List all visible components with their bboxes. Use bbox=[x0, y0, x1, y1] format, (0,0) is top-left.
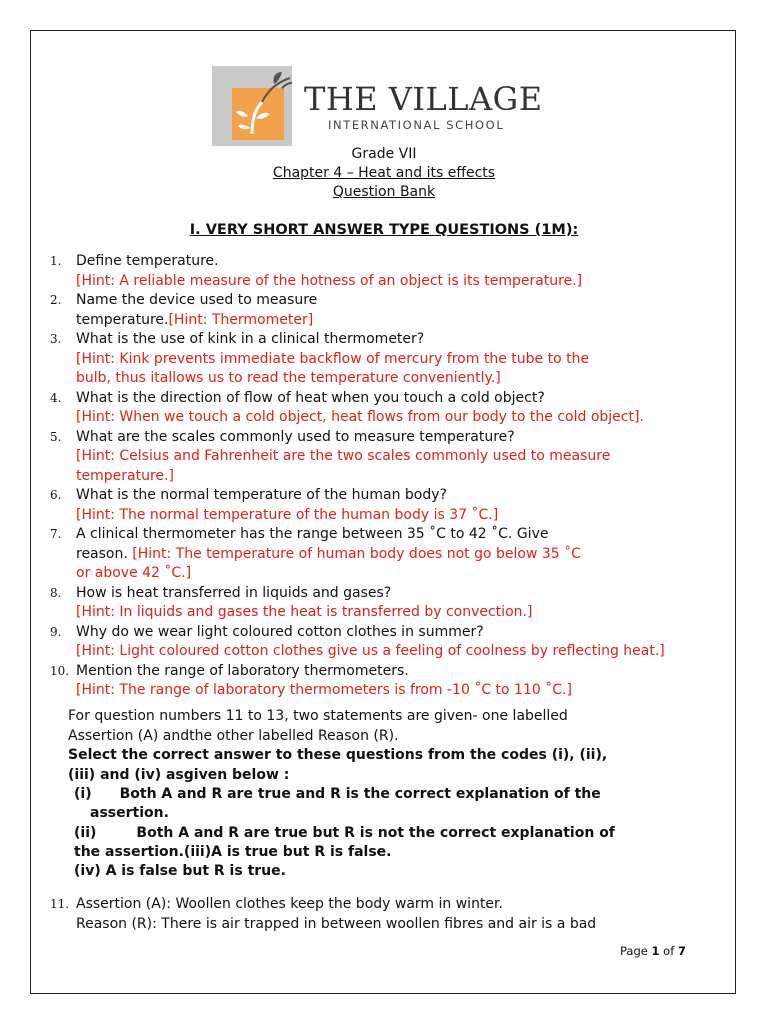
school-logo bbox=[212, 66, 543, 146]
hint-text: [Hint: Light coloured cotton clothes give us a feeling of coolness by reflecting heat.] bbox=[76, 643, 665, 659]
hint-text: [Hint: A reliable measure of the hotness of an object is its temperature.] bbox=[76, 272, 583, 289]
question-item: 5. What are the scales commonly used to measure temperature? [Hint: Celsius and Fahrenheit are the two scales commonly used to measure temperature.] bbox=[50, 428, 740, 487]
option-i: (i) Both A and R are true and R is the correct explanation of the bbox=[74, 786, 601, 802]
hint-text: [Hint: Kink prevents immediate backflow of mercury from the tube to the bbox=[76, 350, 590, 367]
section-title: I. VERY SHORT ANSWER TYPE QUESTIONS (1M): bbox=[189, 222, 579, 238]
hint-text: [Hint: The normal temperature of the human body is 37 ˚C.] bbox=[76, 506, 499, 523]
page-number: Page 1 of 7 bbox=[620, 944, 686, 958]
question-item: 9. Why do we wear light coloured cotton clothes in summer? [Hint: Light coloured cotton clothes give us a feeling of coolness by reflecting heat.] bbox=[50, 623, 740, 662]
hint-text: [Hint: The temperature of human body does not go below 35 ˚C bbox=[132, 545, 581, 562]
question-item: 8. How is heat transferred in liquids and gases? [Hint: In liquids and gases the heat is transferred by convection.] bbox=[50, 584, 740, 623]
question-item: 3. What is the use of kink in a clinical thermometer? [Hint: Kink prevents immediate backflow of mercury from the tube to the bulb, thus itallows us to read the temperature conveniently.] bbox=[50, 330, 740, 389]
hint-text: [Hint: In liquids and gases the heat is transferred by convection.] bbox=[76, 604, 533, 620]
question-item: 10. Mention the range of laboratory thermometers. [Hint: The range of laboratory thermometers is from -10 ˚C to 110 ˚C.] bbox=[50, 662, 740, 701]
chapter-title: Chapter 4 – Heat and its effects bbox=[272, 165, 496, 181]
instructions: For question numbers 11 to 13, two statements are given- one labelled Assertion (A) andthe other labelled Reason (R). Select the correct answer to these questions from the codes (i), (ii), (iii) and (iv) asgiven below : bbox=[68, 708, 608, 783]
hint-text: [Hint: When we touch a cold object, heat flows from our body to the cold object]. bbox=[76, 409, 644, 425]
question-item: 1. Define temperature. [Hint: A reliable measure of the hotness of an object is its temperature.] bbox=[50, 252, 740, 291]
question-item: 7. A clinical thermometer has the range between 35 ˚C to 42 ˚C. Give reason. [Hint: The temperature of human body does not go below 35 ˚C or above 42 ˚C.] bbox=[50, 525, 740, 584]
doc-type: Question Bank bbox=[332, 184, 436, 200]
hint-text: [Hint: Thermometer] bbox=[168, 311, 314, 328]
hint-text: or above 42 ˚C.] bbox=[76, 565, 192, 581]
question-item: 4. What is the direction of flow of heat when you touch a cold object? [Hint: When we touch a cold object, heat flows from our body to the cold object]. bbox=[50, 389, 740, 428]
question-list bbox=[50, 252, 740, 701]
sprout-icon bbox=[212, 66, 292, 146]
grade-label: Grade VII bbox=[351, 146, 417, 162]
question-11: 11. Assertion (A): Woollen clothes keep the body warm in winter. Reason (R): There is air trapped in between woollen fibres and air is a bad bbox=[50, 896, 597, 932]
hint-text: [Hint: The range of laboratory thermometers is from -10 ˚C to 110 ˚C.] bbox=[76, 682, 572, 698]
option-iv: (iv) A is false but R is true. bbox=[74, 863, 286, 879]
question-item: 2. Name the device used to measure temperature.[Hint: Thermometer] bbox=[50, 292, 318, 328]
option-ii-continued: the assertion.(iii)A is true but R is false. bbox=[74, 844, 392, 860]
school-subtitle: INTERNATIONAL SCHOOL bbox=[328, 118, 505, 132]
hint-text: [Hint: Celsius and Fahrenheit are the two scales commonly used to measure bbox=[76, 448, 611, 464]
logo-emblem bbox=[212, 66, 292, 146]
question-item: 6. What is the normal temperature of the human body? [Hint: The normal temperature of the human body is 37 ˚C.] bbox=[50, 486, 740, 525]
hint-text: bulb, thus itallows us to read the temperature conveniently.] bbox=[76, 370, 501, 386]
option-ii: (ii) Both A and R are true but R is not the correct explanation of bbox=[74, 825, 615, 841]
option-i-continued: assertion. bbox=[90, 805, 169, 821]
hint-text: temperature.] bbox=[76, 467, 174, 484]
school-name: THE VILLAGE bbox=[304, 80, 543, 118]
